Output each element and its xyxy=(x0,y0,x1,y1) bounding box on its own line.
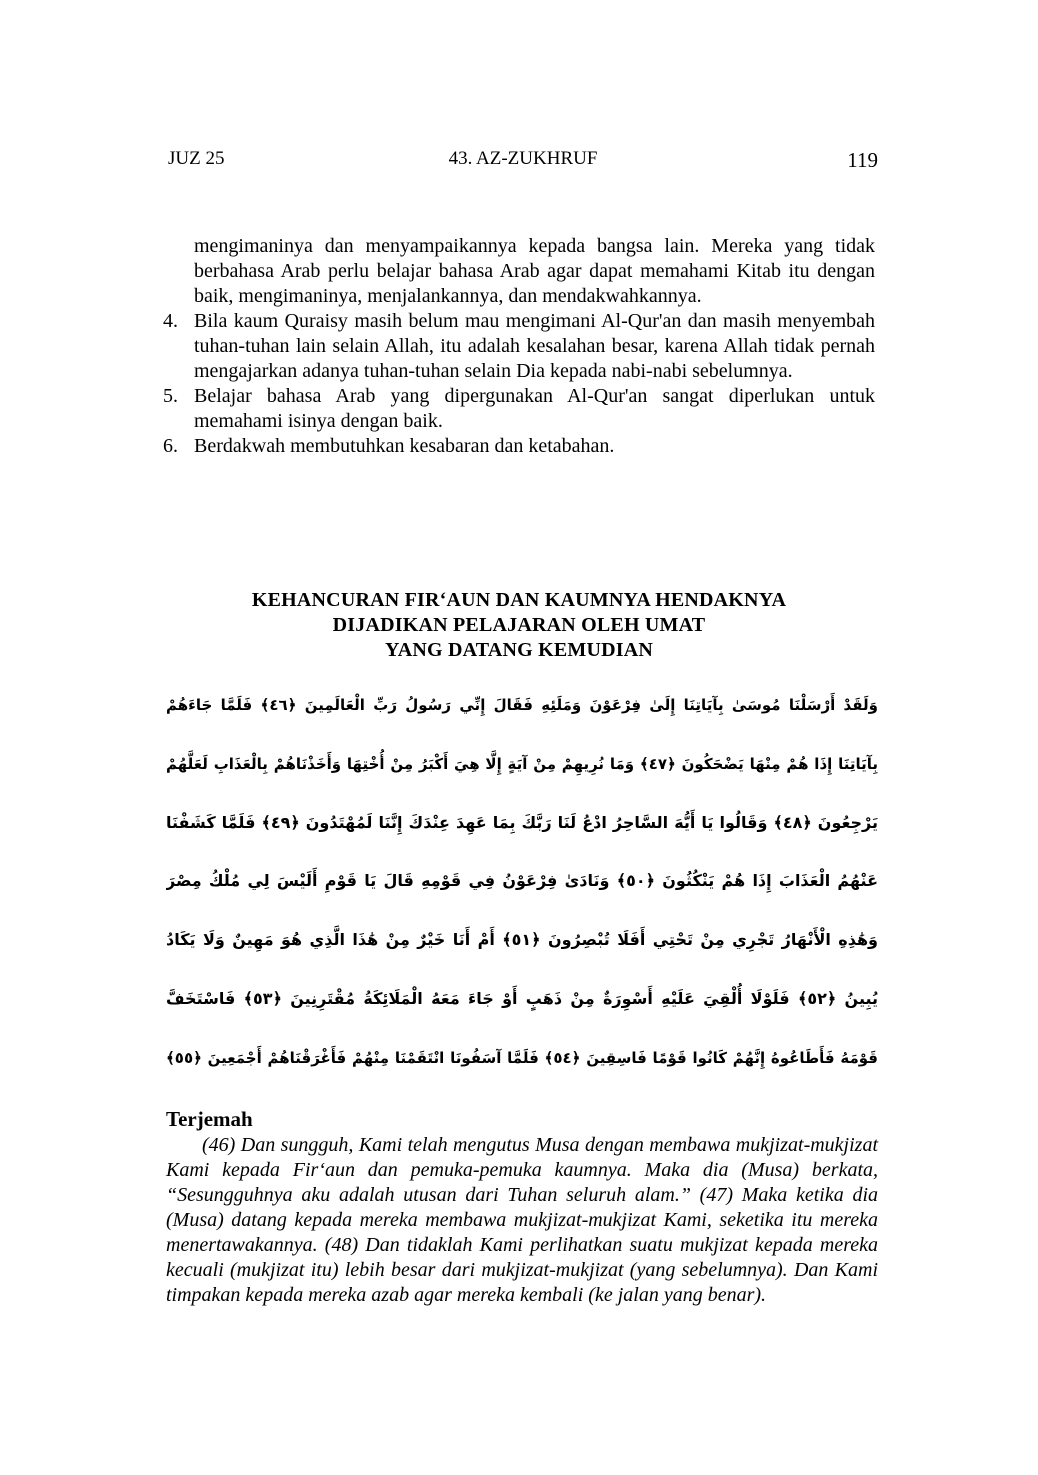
section-title-line: KEHANCURAN FIR‘AUN DAN KAUMNYA HENDAKNYA xyxy=(251,589,787,611)
section-title-line: YANG DATANG KEMUDIAN xyxy=(384,639,654,661)
section-title-line: DIJADIKAN PELAJARAN OLEH UMAT xyxy=(332,614,706,636)
arabic-verse-line: يَرْجِعُونَ ﴿٤٨﴾ وَقَالُوا يَا أَيُّهَ السَّاحِرُ ادْعُ لَنَا رَبَّكَ بِمَا عَهِدَ عِنْدَكَ إِنَّنَا لَمُهْتَدُونَ ﴿٤٩﴾ فَلَمَّا كَشَفْنَا xyxy=(166,812,878,832)
translation-heading: Terjemah xyxy=(166,1107,253,1131)
list-item-number: 6. xyxy=(163,435,178,457)
juz-label: JUZ 25 xyxy=(168,148,225,169)
arabic-verse-line: وَهَٰذِهِ الْأَنْهَارُ تَجْرِي مِنْ تَحْتِي أَفَلَا تُبْصِرُونَ ﴿٥١﴾ أَمْ أَنَا خَيْرٌ مِنْ هَٰذَا الَّذِي هُوَ مَهِينٌ وَلَا يَكَادُ xyxy=(166,930,878,950)
list-item-number: 5. xyxy=(163,385,178,407)
list-item xyxy=(163,434,875,459)
list-item xyxy=(163,309,875,384)
list-item-text: Berdakwah membutuhkan kesabaran dan ketabahan. xyxy=(194,435,615,457)
lessons-list xyxy=(163,234,875,459)
page-header xyxy=(168,148,878,172)
arabic-verse-line: بِآيَاتِنَا إِذَا هُمْ مِنْهَا يَضْحَكُونَ ﴿٤٧﴾ وَمَا نُرِيهِمْ مِنْ آيَةٍ إِلَّا هِيَ أَكْبَرُ مِنْ أُخْتِهَا وَأَخَذْنَاهُمْ بِالْعَذَابِ لَعَلَّهُمْ xyxy=(166,754,878,773)
list-item-text: Belajar bahasa Arab yang dipergunakan Al-Qur'an sangat diperlukan untuk memahami isinya dengan baik. xyxy=(194,385,875,432)
arabic-verse-line: عَنْهُمُ الْعَذَابَ إِذَا هُمْ يَنْكُثُونَ ﴿٥٠﴾ وَنَادَىٰ فِرْعَوْنُ فِي قَوْمِهِ قَالَ يَا قَوْمِ أَلَيْسَ لِي مُلْكُ مِصْرَ xyxy=(166,871,878,891)
translation-text: (46) Dan sungguh, Kami telah mengutus Musa dengan membawa mukjizat-mukjizat Kami kepada Fir‘aun dan pemuka-pemuka kaumnya. Maka dia (Musa) berkata, “Sesungguhnya aku adalah utusan dari Tuhan seluruh alam.” (47) Maka ketika dia (Musa) datang kepada mereka membawa mukjizat-mukjizat Kami, seketika itu mereka menertawakannya. (48) Dan tidaklah Kami perlihatkan suatu mukjizat kepada mereka kecuali (mukjizat itu) lebih besar dari mukjizat-mukjizat (yang sebelumnya). Dan Kami timpakan kepada mereka azab agar mereka kembali (ke jalan yang benar). xyxy=(166,1134,878,1306)
arabic-verse-line: وَلَقَدْ أَرْسَلْنَا مُوسَىٰ بِآيَاتِنَا إِلَىٰ فِرْعَوْنَ وَمَلَئِهِ فَقَالَ إِنِّي رَسُولُ رَبِّ الْعَالَمِينَ ﴿٤٦﴾ فَلَمَّا جَاءَهُمْ xyxy=(166,696,878,714)
list-continuation: mengimaninya dan menyampaikannya kepada bangsa lain. Mereka yang tidak berbahasa Arab perlu belajar bahasa Arab agar dapat memahami Kitab itu dengan baik, mengimaninya, menjalankannya, dan mendakwahkannya. xyxy=(194,235,875,307)
arabic-verse-line: يُبِينُ ﴿٥٢﴾ فَلَوْلَا أُلْقِيَ عَلَيْهِ أَسْوِرَةٌ مِنْ ذَهَبٍ أَوْ جَاءَ مَعَهُ الْمَلَائِكَةُ مُقْتَرِنِينَ ﴿٥٣﴾ فَاسْتَخَفَّ xyxy=(166,988,878,1008)
surah-title: 43. AZ-ZUKHRUF xyxy=(448,148,598,169)
page-number: 119 xyxy=(847,148,878,172)
arabic-verses xyxy=(166,676,878,1088)
section-title xyxy=(0,588,1038,663)
arabic-verse-line: قَوْمَهُ فَأَطَاعُوهُ إِنَّهُمْ كَانُوا قَوْمًا فَاسِقِينَ ﴿٥٤﴾ فَلَمَّا آسَفُونَا انْتَقَمْنَا مِنْهُمْ فَأَغْرَقْنَاهُمْ أَجْمَعِينَ ﴿٥٥﴾ xyxy=(166,1048,878,1067)
list-item-number: 4. xyxy=(163,310,178,332)
list-item-text: Bila kaum Quraisy masih belum mau mengimani Al-Qur'an dan masih menyembah tuhan-tuhan lain selain Allah, itu adalah kesalahan besar, karena Allah tidak pernah mengajarkan adanya tuhan-tuhan selain Dia kepada nabi-nabi sebelumnya. xyxy=(194,310,875,382)
list-item xyxy=(163,384,875,434)
